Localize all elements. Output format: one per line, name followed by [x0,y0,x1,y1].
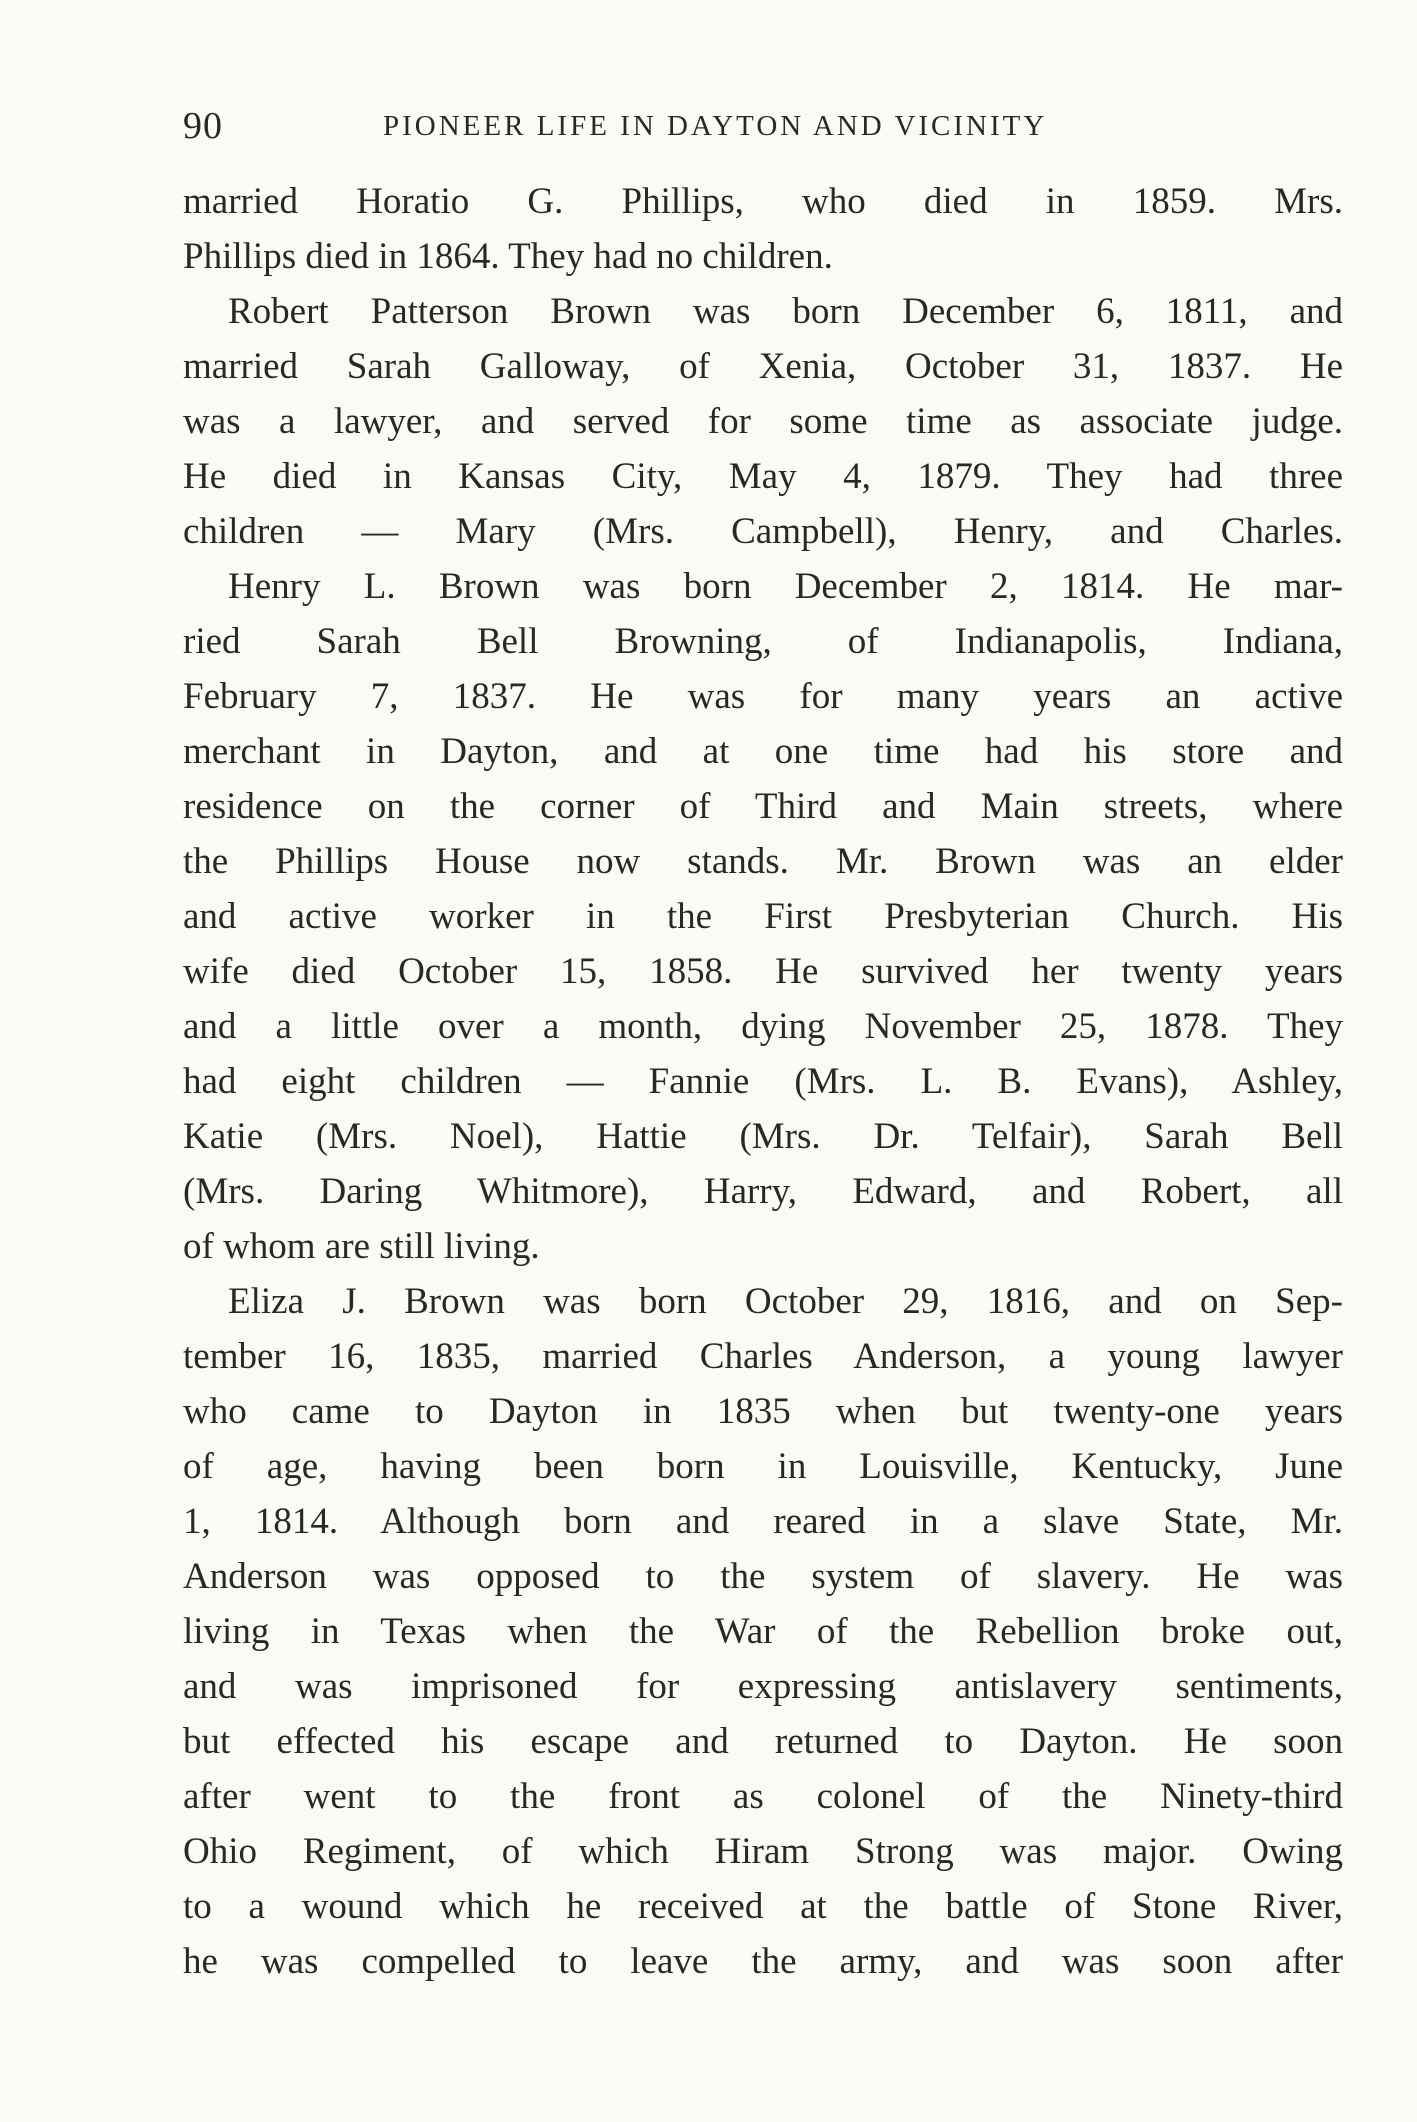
text-line: Ohio Regiment, of which Hiram Strong was major. Owing [183,1831,1343,1872]
text-line: 1, 1814. Although born and reared in a slave State, Mr. [183,1501,1343,1542]
text-line: and was imprisoned for expressing antislavery sentiments, [183,1666,1343,1707]
text-line: of whom are still living. [183,1226,540,1267]
text-line: after went to the front as colonel of the Ninety-third [183,1776,1343,1817]
text-line: living in Texas when the War of the Rebellion broke out, [183,1611,1343,1652]
text-line: Robert Patterson Brown was born December 6, 1811, and [228,291,1343,332]
text-line: was a lawyer, and served for some time as associate judge. [183,401,1343,442]
text-line: had eight children — Fannie (Mrs. L. B. Evans), Ashley, [183,1061,1343,1102]
text-line: who came to Dayton in 1835 when but twenty-one years [183,1391,1343,1432]
text-line: the Phillips House now stands. Mr. Brown was an elder [183,841,1343,882]
text-line: to a wound which he received at the battle of Stone River, [183,1886,1343,1927]
text-line: Phillips died in 1864. They had no children. [183,236,833,277]
text-line: children — Mary (Mrs. Campbell), Henry, and Charles. [183,511,1343,552]
text-line: and active worker in the First Presbyterian Church. His [183,896,1343,937]
body-text [183,174,1343,1989]
text-line: (Mrs. Daring Whitmore), Harry, Edward, and Robert, all [183,1171,1343,1212]
text-line: married Sarah Galloway, of Xenia, October 31, 1837. He [183,346,1343,387]
text-line: tember 16, 1835, married Charles Anderson, a young lawyer [183,1336,1343,1377]
text-line: February 7, 1837. He was for many years an active [183,676,1343,717]
page-number: 90 [183,105,223,147]
text-line: residence on the corner of Third and Main streets, where [183,786,1343,827]
running-head [183,104,1343,152]
text-line: Henry L. Brown was born December 2, 1814. He mar- [228,566,1343,607]
text-line: wife died October 15, 1858. He survived her twenty years [183,951,1343,992]
text-line: married Horatio G. Phillips, who died in 1859. Mrs. [183,181,1343,222]
text-line: merchant in Dayton, and at one time had his store and [183,731,1343,772]
text-line: of age, having been born in Louisville, Kentucky, June [183,1446,1343,1487]
text-line: Eliza J. Brown was born October 29, 1816, and on Sep- [228,1281,1343,1322]
text-line: and a little over a month, dying November 25, 1878. They [183,1006,1343,1047]
text-line: Anderson was opposed to the system of slavery. He was [183,1556,1343,1597]
running-head-title: PIONEER LIFE IN DAYTON AND VICINITY [383,110,1048,142]
text-line: but effected his escape and returned to Dayton. He soon [183,1721,1343,1762]
text-line: Katie (Mrs. Noel), Hattie (Mrs. Dr. Telfair), Sarah Bell [183,1116,1343,1157]
text-line: he was compelled to leave the army, and was soon after [183,1941,1343,1982]
text-line: ried Sarah Bell Browning, of Indianapolis, Indiana, [183,621,1343,662]
text-line: He died in Kansas City, May 4, 1879. They had three [183,456,1343,497]
